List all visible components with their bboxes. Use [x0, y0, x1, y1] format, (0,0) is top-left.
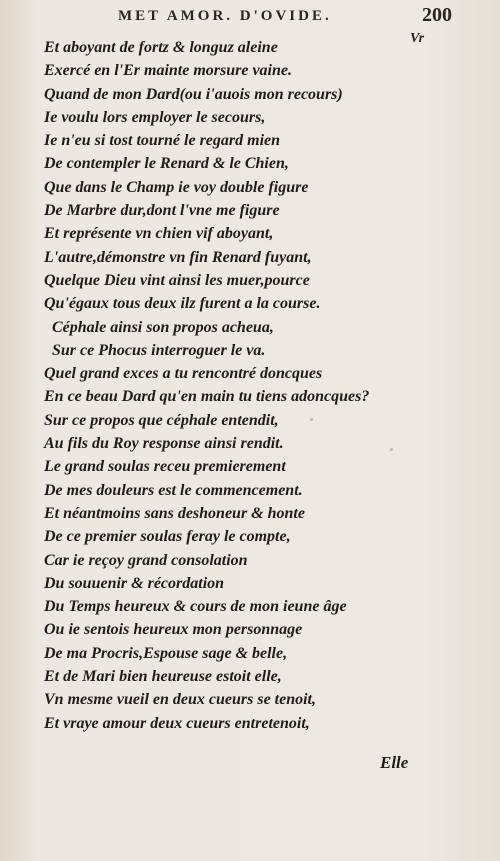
- verse-line: Du Temps heureux & cours de mon ieune âge: [44, 598, 347, 616]
- verse-line: Quel grand exces a tu rencontré doncques: [44, 365, 323, 383]
- verse-line: De contempler le Renard & le Chien,: [44, 155, 289, 173]
- catchword: Elle: [380, 753, 409, 772]
- signature-mark: Vr: [410, 31, 425, 46]
- verse-line: Et néantmoins sans deshoneur & honte: [44, 504, 305, 522]
- verse-line: De ce premier soulas feray le compte,: [44, 528, 291, 546]
- verse-line: Au fils du Roy response ainsi rendit.: [44, 435, 284, 453]
- verse-line: Sur ce propos que céphale entendit,: [44, 411, 279, 429]
- verse-line: Ie n'eu si tost tourné le regard mien: [44, 132, 281, 150]
- verse-line: Quand de mon Dard(ou i'auois mon recours): [44, 85, 343, 103]
- verse-line: Car ie reçoy grand consolation: [44, 551, 248, 569]
- verse-line: Sur ce Phocus interroguer le va.: [52, 341, 266, 359]
- verse-line: Céphale ainsi son propos acheua,: [52, 318, 274, 336]
- verse-block: [44, 36, 404, 735]
- verse-line: Vn mesme vueil en deux cueurs se tenoit,: [44, 691, 316, 709]
- verse-line: Et de Mari bien heureuse estoit elle,: [44, 668, 282, 686]
- verse-line: De mes douleurs est le commencement.: [44, 481, 303, 499]
- paper-speck: [310, 418, 313, 421]
- verse-line: Ie voulu lors employer le secours,: [44, 108, 266, 126]
- verse-line: Le grand soulas receu premierement: [44, 458, 286, 476]
- page-number: 200: [422, 4, 452, 26]
- paper-speck: [390, 448, 393, 451]
- verse-line: Qu'égaux tous deux ilz furent a la course.: [44, 295, 321, 313]
- verse-line: Et vraye amour deux cueurs entretenoit,: [44, 714, 310, 732]
- verse-line: Quelque Dieu vint ainsi les muer,pource: [44, 271, 310, 289]
- verse-line: Ou ie sentois heureux mon personnage: [44, 621, 303, 639]
- verse-line: Que dans le Champ ie voy double figure: [44, 178, 309, 196]
- running-head: MET AMOR. D'OVIDE.: [118, 8, 332, 24]
- verse-line: Et représente vn chien vif aboyant,: [44, 225, 274, 243]
- verse-line: Exercé en l'Er mainte morsure vaine.: [44, 62, 292, 80]
- verse-line: De Marbre dur,dont l'vne me figure: [44, 202, 280, 220]
- verse-line: De ma Procris,Espouse sage & belle,: [44, 644, 288, 662]
- verse-line: En ce beau Dard qu'en main tu tiens adoncques?: [44, 388, 370, 406]
- verse-line: L'autre,démonstre vn fin Renard fuyant,: [44, 248, 312, 266]
- verse-line: Et aboyant de fortz & longuz aleine: [44, 39, 278, 56]
- verse-line: Du souuenir & récordation: [44, 574, 225, 592]
